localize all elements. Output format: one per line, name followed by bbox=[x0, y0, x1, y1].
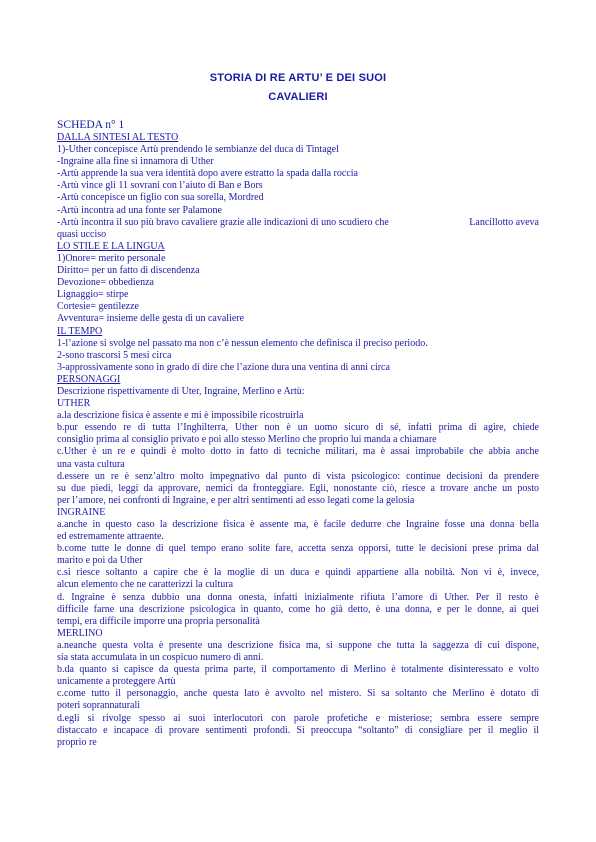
uther-line: b.pur essendo re di tutta l’Inghilterra, Uther non è un uomo sicuro di sé, infatti prima di agire, chiede bbox=[57, 422, 539, 434]
sintesi-line: -Artù incontra ad una fonte ser Palamone bbox=[57, 204, 222, 216]
ingraine-line: ed estremamente attraente. bbox=[57, 531, 164, 543]
sintesi-line: -Artù vince gli 11 sovrani con l’aiuto di Ban e Bors bbox=[57, 180, 263, 192]
sintesi-line-last-b: Lancillotto aveva bbox=[469, 216, 539, 228]
character-name-ingraine: INGRAINE bbox=[57, 506, 106, 518]
stile-line: Diritto= per un fatto di discendenza bbox=[57, 265, 200, 277]
ingraine-line: b.come tutte le donne di quel tempo erano solite fare, accetta senza opporsi, tutte le decisioni prese prima dal bbox=[57, 543, 539, 555]
uther-line: su due piedi, leggi da approvare, nemici da fronteggiare. Egli, nonostante ciò, riesce a trovare anche un posto bbox=[57, 482, 539, 494]
merlino-line: a.neanche questa volta è presente una descrizione fisica ma, si suppone che tutta la saggezza di cui dispone, bbox=[57, 639, 539, 651]
stile-line: Devozione= obbedienza bbox=[57, 277, 154, 289]
uther-line: c.Uther è un re e quindi è molto dotto in fatto di tecniche militari, ma è assai improbabile che abbia anche bbox=[57, 446, 539, 458]
character-name-merlino: MERLINO bbox=[57, 627, 103, 639]
tempo-line: 2-sono trascorsi 5 mesi circa bbox=[57, 349, 172, 361]
sintesi-line: -Artù apprende la sua vera identità dopo avere estratto la spada dalla roccia bbox=[57, 168, 358, 180]
sintesi-line-last bbox=[57, 217, 539, 229]
section-heading-personaggi: PERSONAGGI bbox=[57, 373, 121, 385]
stile-line: Lignaggio= stirpe bbox=[57, 289, 129, 301]
section-heading-sintesi: DALLA SINTESI AL TESTO bbox=[57, 132, 179, 143]
stile-line: Cortesie= gentilezze bbox=[57, 301, 139, 313]
merlino-line: poteri soprannaturali bbox=[57, 700, 141, 712]
sintesi-line: 1)-Uther concepisce Artù prendendo le sembianze del duca di Tintagel bbox=[57, 144, 339, 156]
uther-line: consiglio prima al consiglio privato e poi allo stesso Merlino che proprio lui manda a chiamare bbox=[57, 434, 437, 446]
sintesi-line-last-a: -Artù incontra il suo più bravo cavaliere grazie alle indicazioni di uno scudiero che bbox=[57, 216, 389, 228]
document-title-line-2: CAVALIERI bbox=[268, 91, 328, 103]
ingraine-line: difficile farne una descrizione psicologica in quanto, come ho già detto, è una donna, e per le donne, ai quei bbox=[57, 603, 539, 615]
merlino-line: proprio re bbox=[57, 736, 97, 748]
sintesi-line: -Ingraine alla fine si innamora di Uther bbox=[57, 156, 214, 168]
section-heading-stile: LO STILE E LA LINGUA bbox=[57, 240, 165, 252]
merlino-line: d.egli si rivolge spesso ai suoi interlocutori con parole profetiche e misteriose; sembra essere sempre bbox=[57, 712, 539, 724]
uther-line: una vasta cultura bbox=[57, 458, 125, 470]
sintesi-line: -Artù concepisce un figlio con sua sorella, Mordred bbox=[57, 192, 264, 204]
stile-line: Avventura= insieme delle gesta di un cavaliere bbox=[57, 313, 245, 325]
section-heading-tempo: IL TEMPO bbox=[57, 325, 103, 337]
document-title-line-1: STORIA DI RE ARTU’ E DEI SUOI bbox=[209, 72, 387, 84]
stile-line: 1)Onore= merito personale bbox=[57, 252, 166, 264]
document-body bbox=[57, 118, 539, 749]
merlino-line: distaccato e incapace di provare sentimenti profondi. Si preoccupa “soltanto” di consigliare per il meglio il bbox=[57, 724, 539, 736]
tempo-line: 3-approssivamente sono in grado di dire che l’azione dura una ventina di anni circa bbox=[57, 361, 390, 373]
merlino-line: b.da quanto si capisce da questa prima parte, il comportamento di Merlino è totalmente disinteressato e volto bbox=[57, 664, 539, 676]
merlino-line: c.come tutto il personaggio, anche questa lato è avvolto nel mistero. Si sa soltanto che Merlino è dotato di bbox=[57, 688, 539, 700]
ingraine-line: marito e poi da Uther bbox=[57, 555, 143, 567]
uther-line: a.la descrizione fisica è assente e mi è impossibile ricostruirla bbox=[57, 410, 304, 422]
uther-line: d.essere un re è senz’altro molto impegnativo dal punto di vista psicologico: continue decisioni da prendere bbox=[57, 470, 539, 482]
ingraine-line: alcun elemento che ne caratterizzi la cultura bbox=[57, 579, 234, 591]
ingraine-line: c.si riesce soltanto a capire che è la moglie di un duca e quindi appartiene alla nobiltà. Non vi è, invece, bbox=[57, 567, 539, 579]
ingraine-line: a.anche in questo caso la descrizione fisica è assente ma, è facile dedurre che Ingraine fosse una donna bella bbox=[57, 519, 539, 530]
personaggi-intro: Descrizione rispettivamente di Uter, Ingraine, Merlino e Artù: bbox=[57, 385, 305, 397]
uther-line: per l’amore, nei confronti di Ingraine, e per altri sentimenti ad esso legati come la gelosia bbox=[57, 494, 415, 506]
scheda-label: SCHEDA n° 1 bbox=[57, 119, 125, 131]
tempo-line: 1-l’azione si svolge nel passato ma non c’è nessun elemento che definisca il preciso periodo. bbox=[57, 337, 428, 349]
merlino-line: sia stata accumulata in un cospicuo numero di anni. bbox=[57, 652, 264, 664]
character-name-uther: UTHER bbox=[57, 398, 91, 410]
merlino-line: unicamente a proteggere Artù bbox=[57, 676, 176, 688]
ingraine-line: tempi, era difficile imporre una propria personalità bbox=[57, 615, 260, 627]
sintesi-line-last-c: quasi ucciso bbox=[57, 228, 107, 240]
ingraine-line: d. Ingraine è senza dubbio una donna onesta, infatti inizialmente rifiuta l’amore di Uther. Per il resto è bbox=[57, 591, 539, 603]
